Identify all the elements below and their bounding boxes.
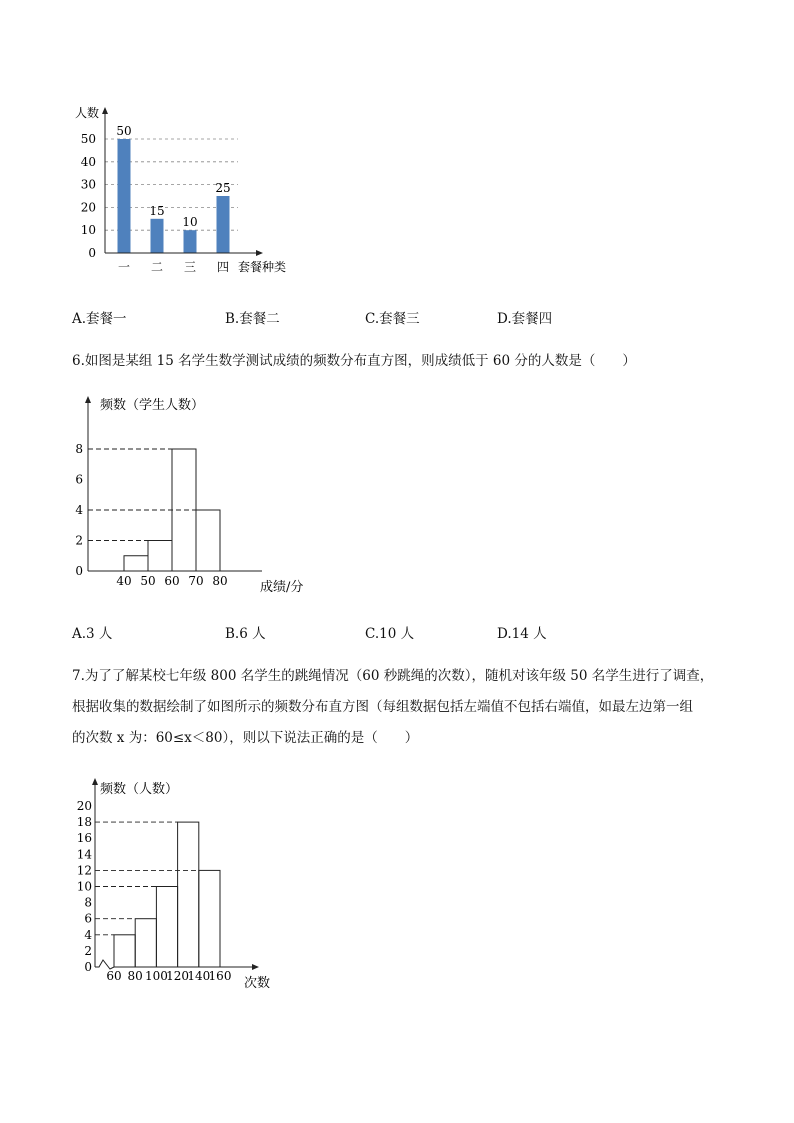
chart3-ytick: 10: [76, 879, 92, 894]
chart3-bar: [135, 919, 156, 967]
chart3-xtick: 60: [106, 969, 122, 983]
chart3-xtick: 160: [208, 969, 232, 983]
chart1-bar: [184, 230, 197, 253]
option-b[interactable]: B.6 人: [225, 626, 266, 642]
chart1-ytick: 30: [80, 177, 96, 192]
chart3-ytick: 20: [76, 799, 92, 813]
chart1-xtick: 二: [150, 260, 164, 274]
question7-line-1: 7.为了了解某校七年级 800 名学生的跳绳情况（60 秒跳绳的次数），随机对该年级 50 名学生进行了调查，: [72, 668, 714, 684]
chart3-xlabel: 次数: [244, 976, 271, 991]
chart3-ytick: 2: [84, 943, 92, 958]
chart3-axis-break: [95, 960, 114, 969]
option-c[interactable]: C.套餐三: [365, 311, 420, 327]
question6-text: 6.如图是某组 15 名学生数学测试成绩的频数分布直方图，则成绩低于 60 分的人数是（ ）: [72, 353, 636, 369]
option-a[interactable]: A.套餐一: [72, 311, 127, 327]
chart3-xtick: 100: [144, 969, 168, 983]
chart2-ytick: 0: [75, 564, 83, 578]
chart1-xtick: 三: [183, 260, 197, 274]
chart2-xtick: 60: [164, 574, 180, 588]
chart3-bar: [199, 870, 220, 967]
chart3-ylabel: 频数（人数）: [100, 782, 179, 797]
chart2-bar: [124, 556, 148, 571]
chart1-bar: [151, 219, 164, 253]
meal-type-bar-chart: [75, 105, 286, 274]
chart1-ytick: 0: [88, 246, 96, 260]
chart3-ytick: 12: [76, 863, 92, 878]
chart1-xtick: 四: [216, 260, 230, 274]
question7-text: [72, 661, 762, 754]
chart2-bar: [196, 510, 220, 571]
chart2-ytick: 6: [75, 472, 83, 487]
chart3-xtick: 80: [127, 969, 143, 983]
question7-line-2: 根据收集的数据绘制了如图所示的频数分布直方图（每组数据包括左端值不包括右端值，如最左边第一组: [72, 699, 693, 715]
chart2-xtick: 50: [140, 574, 156, 588]
chart1-ylabel: 人数: [75, 106, 100, 120]
chart2-ytick: 2: [75, 533, 83, 548]
option-d[interactable]: D.14 人: [497, 626, 547, 642]
question6-options: [72, 622, 752, 642]
chart1-bar: [217, 196, 230, 253]
chart1-ytick: 20: [80, 200, 96, 215]
chart1-bar: [118, 139, 131, 253]
chart3-bar: [178, 822, 199, 967]
chart2-xlabel: 成绩/分: [260, 580, 304, 595]
chart2-ytick: 4: [75, 503, 83, 517]
chart2-xtick: 80: [212, 574, 228, 588]
chart2-bar: [148, 541, 172, 572]
chart3-ytick: 16: [76, 831, 92, 846]
chart3-ytick: 14: [76, 847, 92, 862]
option-c[interactable]: C.10 人: [365, 626, 415, 642]
chart1-ytick: 50: [80, 132, 96, 146]
chart3-xtick: 120: [166, 969, 190, 983]
jump-rope-histogram: [77, 779, 270, 991]
chart3-ytick: 6: [84, 911, 92, 926]
chart1-data-label: 10: [182, 215, 198, 230]
chart3-xtick: 140: [187, 969, 211, 983]
option-a[interactable]: A.3 人: [72, 626, 113, 642]
chart3-ytick: 8: [84, 895, 92, 910]
chart1-ytick: 10: [80, 223, 96, 238]
option-d[interactable]: D.套餐四: [497, 311, 553, 327]
chart3-bar: [156, 887, 177, 968]
question5-options: [72, 307, 752, 327]
chart1-data-label: 50: [116, 124, 132, 138]
chart2-ytick: 8: [75, 442, 83, 456]
chart2-xtick: 40: [116, 574, 132, 588]
score-histogram: [75, 397, 303, 595]
chart1-data-label: 25: [215, 181, 231, 195]
chart1-xtick: 一: [117, 260, 131, 274]
chart1-xlabel: 套餐种类: [238, 260, 287, 274]
chart3-ytick: 18: [76, 815, 92, 830]
chart3-ytick: 4: [84, 927, 92, 942]
chart3-bar: [114, 935, 135, 967]
option-b[interactable]: B.套餐二: [225, 311, 280, 327]
question7-line-3: 的次数 x 为：60≤x＜80），则以下说法正确的是（ ）: [72, 730, 419, 746]
chart1-data-label: 15: [149, 203, 165, 218]
chart1-ytick: 40: [80, 154, 96, 169]
chart2-ylabel: 频数（学生人数）: [100, 398, 205, 413]
chart3-ytick: 0: [84, 960, 92, 974]
chart2-xtick: 70: [188, 574, 204, 588]
